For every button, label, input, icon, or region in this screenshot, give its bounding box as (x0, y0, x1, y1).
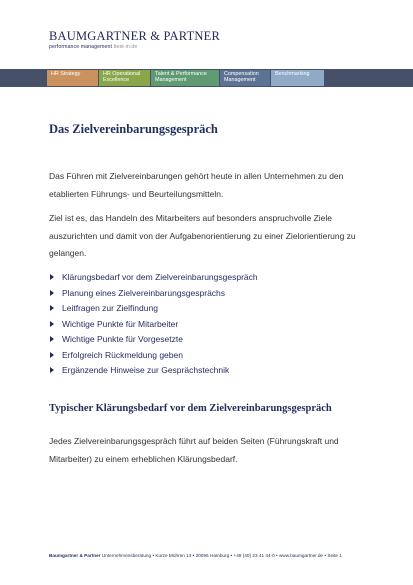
triangle-right-icon (50, 336, 54, 342)
page-title: Das Zielvereinbarungsgespräch (49, 122, 218, 136)
toc-link-planung[interactable] (49, 286, 258, 302)
triangle-right-icon (50, 352, 54, 358)
toc-link-leitfragen[interactable] (49, 301, 258, 317)
tab-hr-operational-excellence[interactable]: HR Operational Excellence (99, 70, 150, 86)
toc-link-punkte-vorgesetzte[interactable] (49, 332, 258, 348)
triangle-right-icon (50, 367, 54, 373)
footer-separator: • (324, 553, 327, 558)
page-number: Seite 1 (327, 553, 342, 558)
triangle-right-icon (50, 290, 54, 296)
footer-details: Unternehmensberatung • Kurze Mühren 13 • 20095 Hamburg • +49 (40) 23 41 44-0 • www.baumgartner.de (101, 553, 324, 558)
footer-company: Baumgartner & Partner (49, 553, 101, 558)
triangle-right-icon (50, 305, 54, 311)
toc-link-label: Leitfragen zur Zielfindung (62, 303, 158, 313)
table-of-contents (49, 270, 258, 379)
company-logo[interactable] (49, 30, 220, 50)
toc-link-label: Planung eines Zielvereinbarungsgesprächs (62, 287, 226, 298)
tab-benchmarking[interactable]: Benchmarking (271, 70, 324, 86)
tab-talent-performance-management[interactable]: Talent & Performance Management (151, 70, 219, 86)
toc-link-label: Ergänzende Hinweise zur Gesprächstechnik (62, 365, 230, 375)
section-paragraph: Jedes Zielvereinbarungsgespräch führt auf beiden Seiten (Führungskraft und Mitarbeiter) zu einem erheblichen Klärungsbedarf. (49, 436, 339, 464)
section-heading: Typischer Klärungsbedarf vor dem Zielvereinbarungsgespräch (49, 403, 332, 414)
intro-paragraph-1: Das Führen mit Zielvereinbarungen gehört heute in allen Unternehmen zu den etablierten Führungs- und Beurteilungsmitteln. (49, 171, 344, 199)
toc-link-label: Wichtige Punkte für Mitarbeiter (62, 318, 179, 329)
page-footer (49, 553, 342, 558)
toc-link-gespraechstechnik[interactable] (49, 363, 258, 379)
toc-link-punkte-mitarbeiter[interactable] (49, 317, 258, 333)
triangle-right-icon (50, 321, 54, 327)
tab-compensation-management[interactable]: Compensation Management (220, 70, 270, 86)
intro-paragraph-2: Ziel ist es, das Handeln des Mitarbeiters auf besonders anspruchvolle Ziele auszurichten und damit von der Aufgabenorientierung zu einer Zielorientierung zu gelangen. (49, 213, 356, 258)
toc-link-klaerungsbedarf[interactable] (49, 270, 258, 286)
tab-hr-strategy[interactable]: HR Strategy (47, 70, 98, 86)
toc-link-label: Wichtige Punkte für Vorgesetzte (62, 334, 183, 344)
toc-link-label: Klärungsbedarf vor dem Zielvereinbarungsgespräch (62, 272, 258, 282)
logo-url: best-in.de (113, 44, 138, 50)
logo-wordmark: BAUMGARTNER & PARTNER (49, 29, 221, 43)
triangle-right-icon (50, 274, 54, 280)
logo-tagline (49, 44, 220, 50)
toc-link-rueckmeldung[interactable] (49, 348, 258, 364)
logo-tagline-text: performance management (49, 44, 113, 50)
toc-link-label: Erfolgreich Rückmeldung geben (62, 349, 183, 360)
